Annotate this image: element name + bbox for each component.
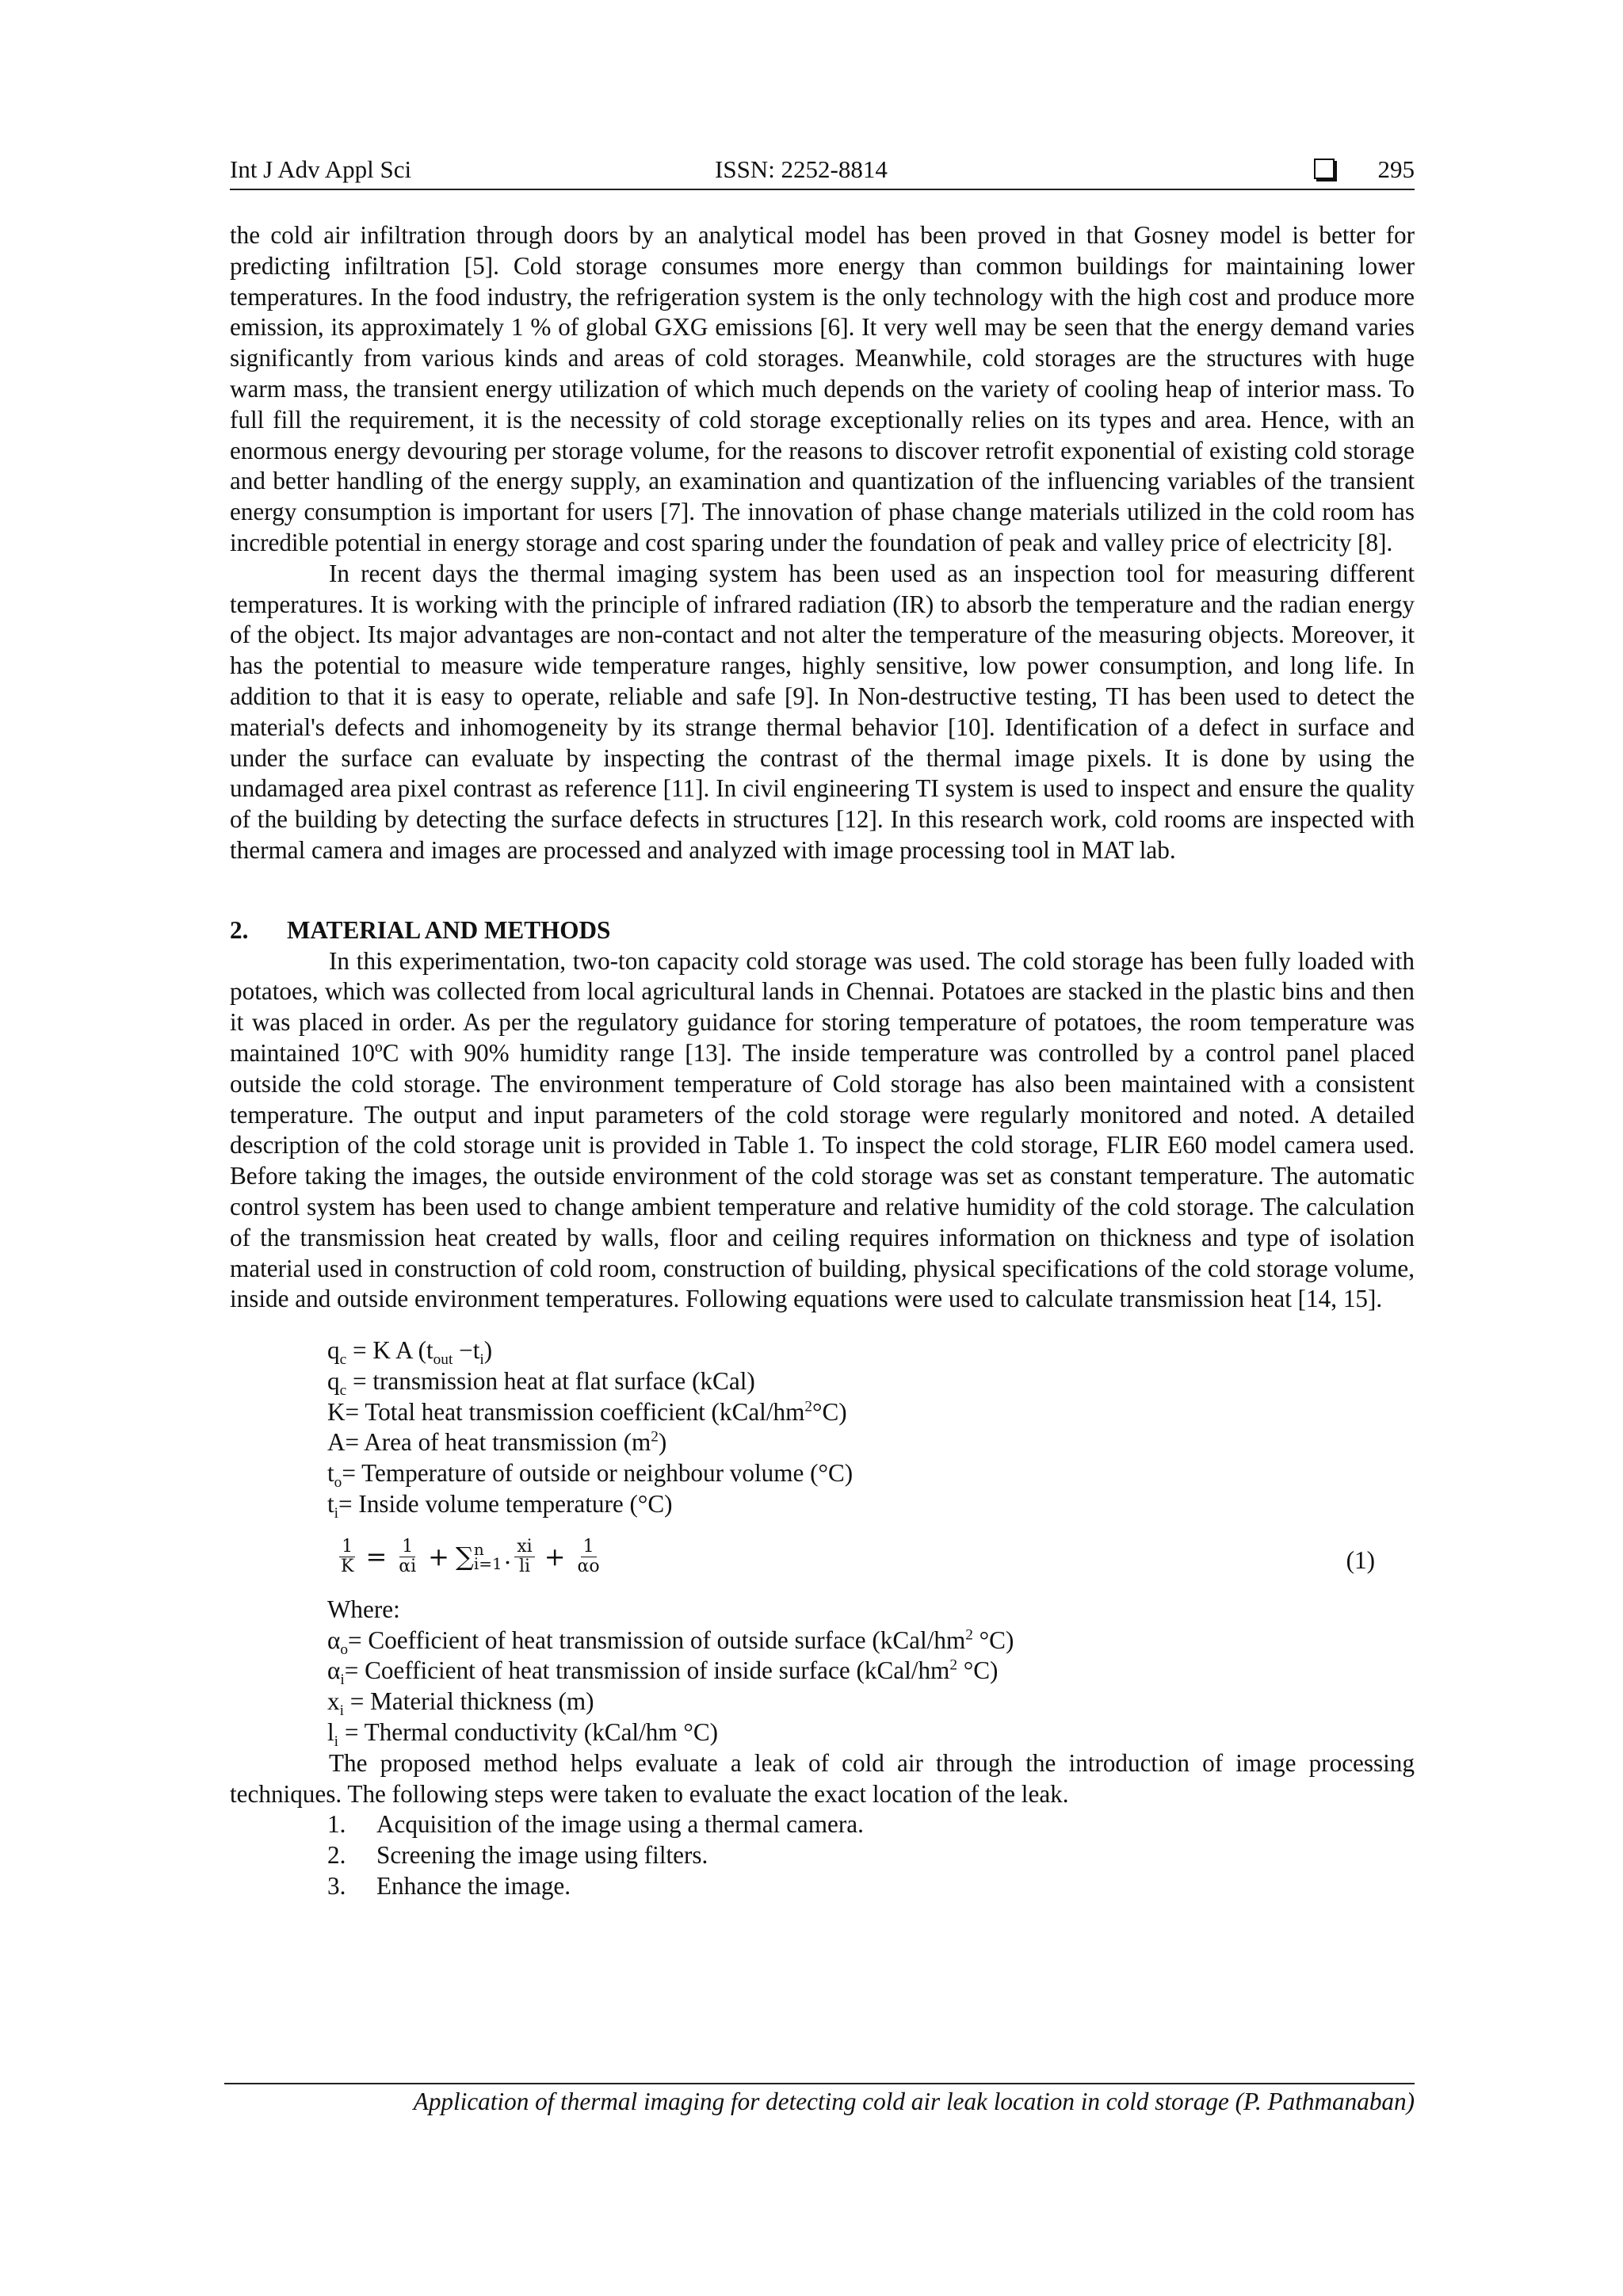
formula-expression [335,1538,605,1576]
definition-alpha-o: $\alpha_o=$ Coefficient of heat transmission of outside surface ($kCal/hm^2$ °C) [327,1626,1014,1658]
journal-name: Int J Adv Appl Sci [230,155,412,183]
list-item: 1. Acquisition of the image using a thermal camera. [327,1810,864,1839]
definition-k: K= Total heat transmission coefficient $(kCal/hm^2^\circ C)$ [327,1397,847,1426]
section-title: MATERIAL AND METHODS [287,915,611,944]
running-header [230,155,1415,190]
steps-list [327,1809,1415,1901]
definition-to: $t_o=$ Temperature of outside or neighbour volume (°C) [327,1459,854,1492]
sigma-symbol: ∑ [455,1541,474,1572]
body-text [230,220,1415,1902]
issn: ISSN: 2252-8814 [715,155,888,183]
where-label: Where: [327,1595,400,1623]
running-footer: Application of thermal imaging for detecting cold air leak location in cold storage (P. Pathmanaban) [224,2083,1415,2116]
paragraph-thermal-imaging: In recent days the thermal imaging system has been used as an inspection tool for measuring different temperatures. It is working with the principle of infrared radiation (IR) to absorb the temperature and the radian energy of the object. Its major advantages are non-contact and not alter the temperature of the measuring objects. Moreover, it has the potential to measure wide temperature ranges, highly sensitive, low power consumption, and long life. In addition to that it is easy to operate, reliable and safe [9]. In Non-destructive testing, TI has been used to detect the material's defects and inhomogeneity by its strange thermal behavior [10]. Identification of a defect in surface and under the surface can evaluate by inspecting the contrast of the thermal image pixels. It is done by using the undamaged area pixel contrast as reference [11]. In civil engineering TI system is used to inspect and ensure the quality of the building by detecting the surface defects in structures [12]. In this research work, cold rooms are inspected with thermal camera and images are processed and analyzed with image processing tool in MAT lab. [230,559,1415,864]
list-item: 3. Enhance the image. [327,1872,571,1901]
definition-alpha-i: $\alpha_i=$ Coefficient of heat transmission of inside surface ($kCal/hm^2$ °C) [327,1656,999,1689]
paragraph-intro-continued: the cold air infiltration through doors by an analytical model has been proved in that Gosney model is better for predicting infiltration [5]. Cold storage consumes more energy than common buildings for maintaining lower temperatures. In the food industry, the refrigeration system is the only technology with the high cost and produce more emission, its approximately 1 % of global GXG emissions [6]. It very well may be seen that the energy demand varies significantly from various kinds and areas of cold storages. Meanwhile, cold storages are the structures with huge warm mass, the transient energy utilization of which much depends on the variety of cooling heap of interior mass. To full fill the requirement, it is the necessity of cold storage exceptionally relies on its types and area. Hence, with an enormous energy devouring per storage volume, for the reasons to discover retrofit exponential of existing cold storage and better handling of the energy supply, an examination and quantization of the influencing variables of the transient energy consumption is important for users [7]. The innovation of phase change materials utilized in the cold room has incredible potential in energy storage and cost sparing under the foundation of peak and valley price of electricity [8]. [230,221,1415,556]
transmission-heat-equation: $q_c = K$ A $(t_{out} -t_i)$ [327,1336,493,1369]
paragraph-methods: In this experimentation, two-ton capacity cold storage was used. The cold storage has been fully loaded with potatoes, which was collected from local agricultural lands in Chennai. Potatoes are stacked in the plastic bins and then it was placed in order. As per the regulatory guidance for storing temperature of potatoes, the room temperature was maintained 10ºC with 90% humidity range [13]. The inside temperature was controlled by a control panel placed outside the cold storage. The environment temperature of Cold storage has also been maintained with a consistent temperature. The output and input parameters of the cold storage were regularly monitored and noted. A detailed description of the cold storage unit is provided in Table 1. To inspect the cold storage, FLIR E60 model camera used. Before taking the images, the outside environment of the cold storage was set as constant temperature. The automatic control system has been used to change ambient temperature and relative humidity of the cold storage. The calculation of the transmission heat created by walls, floor and ceiling requires information on thickness and type of isolation material used in construction of cold room, construction of building, physical specifications of the cold storage volume, inside and outside environment temperatures. Following equations were used to calculate transmission heat [14, 15]. [230,946,1415,1313]
paragraph-proposed-method: The proposed method helps evaluate a leak of cold air through the introduction of image processing techniques. The following steps were taken to evaluate the exact location of the leak. [230,1748,1415,1808]
square-bullet-icon [1314,159,1335,179]
definition-xi: $x_i$ = Material thickness (m) [327,1687,594,1720]
page-number: 295 [1377,155,1415,183]
dot-operator: . [503,1541,512,1570]
fraction-lhs: $\frac{1}{K}$ [341,1536,354,1576]
equals-sign: = [365,1541,388,1572]
section-number: 2. [230,915,249,944]
list-item: 2. Screening the image using filters. [327,1841,708,1870]
definition-li: $l_i$ = Thermal conductivity (kCal/hm °C) [327,1718,719,1751]
section-heading [230,915,1415,946]
definition-a: A= Area of heat transmission $(m^2)$ [327,1428,667,1457]
equation-block [327,1335,1415,1751]
definition-qc: $q_c$ = transmission heat at flat surface (kCal) [327,1366,755,1400]
fraction-inside: $\frac{1}{\alpha i}$ [399,1536,417,1576]
plus-sign: + [428,1541,449,1572]
definition-ti: $t_i=$ Inside volume temperature (°C) [327,1490,673,1522]
fraction-material: $\frac{xi}{li}$ [514,1538,534,1576]
plus-sign-2: + [544,1541,566,1572]
sum-limits: n i=1 [473,1540,502,1574]
equation-number: (1) [1346,1545,1375,1574]
formula-1 [327,1533,1415,1590]
fraction-outside: $\frac{1}{\alpha o}$ [577,1536,600,1576]
